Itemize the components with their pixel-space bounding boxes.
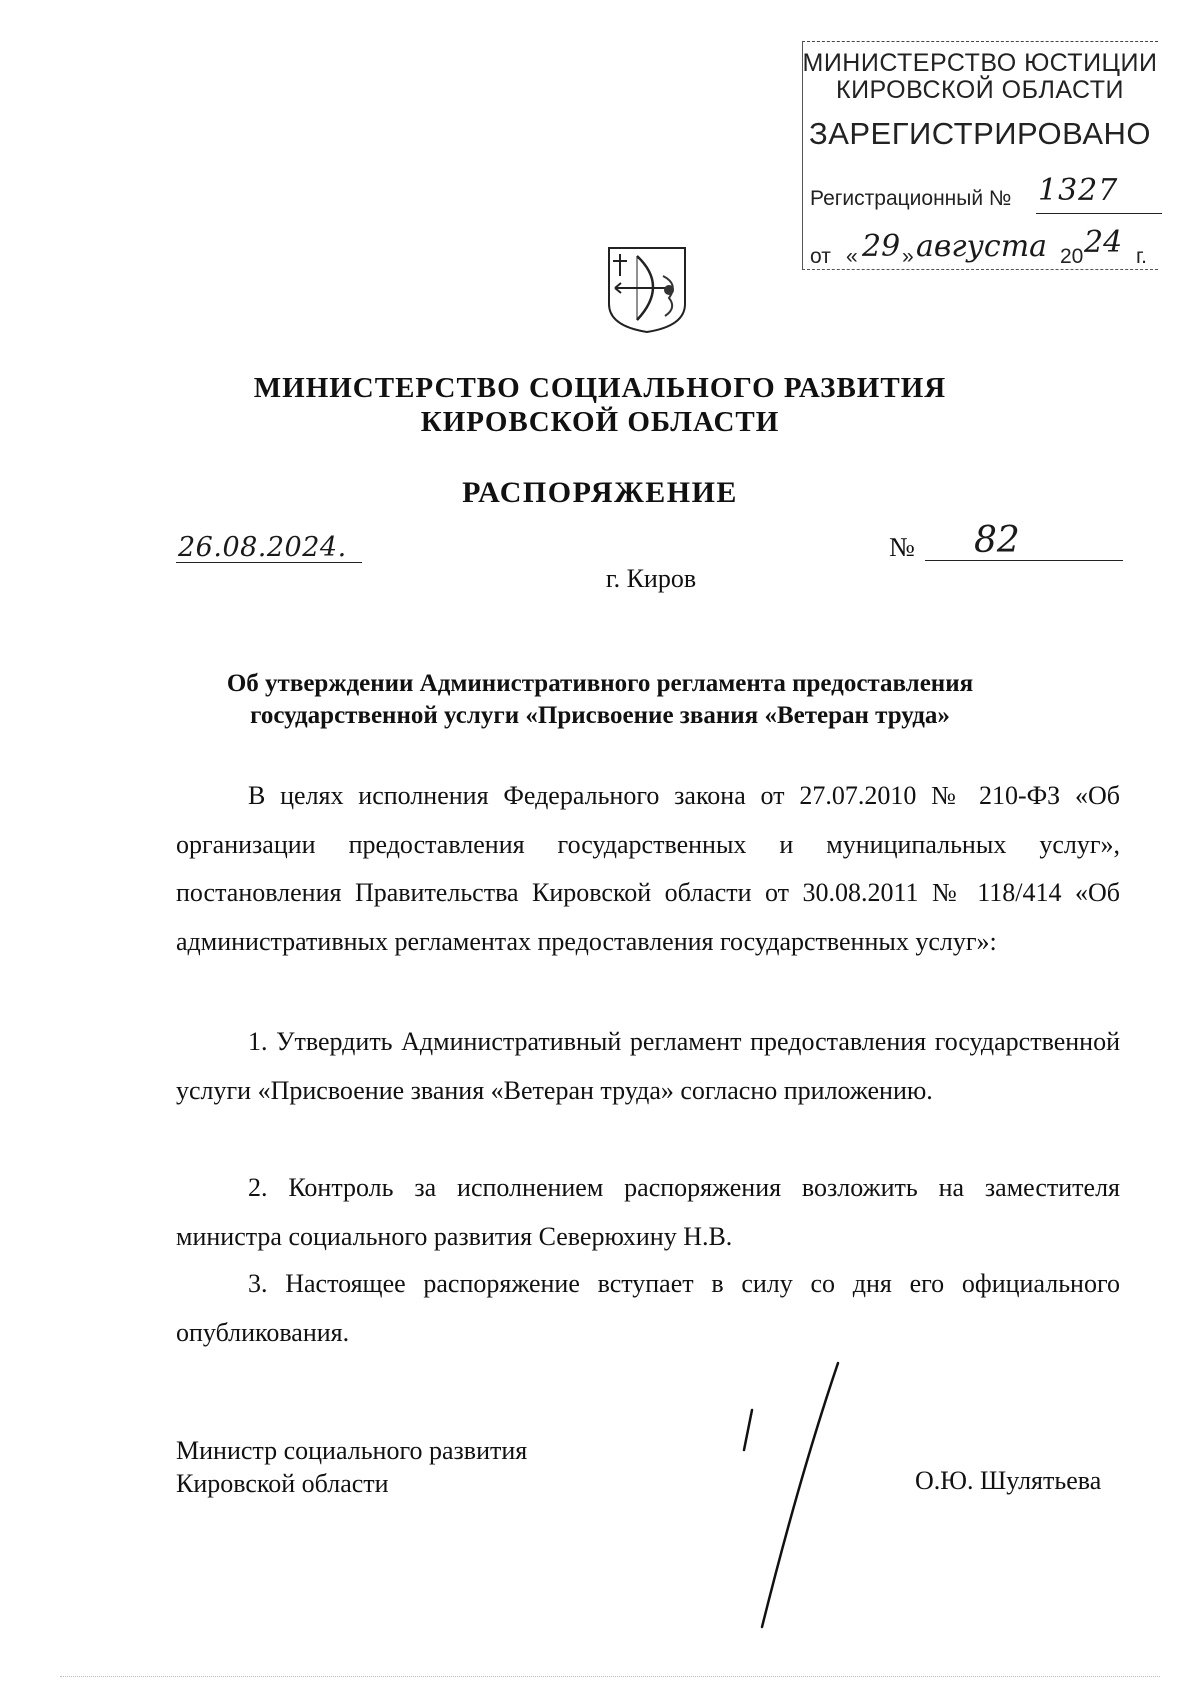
scan-edge-artifact: [60, 1676, 1160, 1677]
date-underline: [176, 562, 362, 563]
signatory-position: [176, 1434, 527, 1500]
stamp-reg-label: Регистрационный №: [810, 187, 1012, 210]
stamp-authority-line2: КИРОВСКОЙ ОБЛАСТИ: [836, 76, 1124, 104]
signatory-position-line1: Министр социального развития: [176, 1436, 528, 1465]
clause-3: 3. Настоящее распоряжение вступает в силу со дня его официального опубликования.: [176, 1269, 1120, 1347]
number-sign: №: [889, 532, 915, 562]
signatory-position-line2: Кировской области: [176, 1469, 389, 1498]
stamp-day: 29: [862, 229, 901, 264]
document-type: РАСПОРЯЖЕНИЕ: [462, 476, 738, 509]
document-number: 82: [974, 520, 1020, 561]
registration-stamp: [802, 41, 1160, 271]
signatory-name: О.Ю. Шулятьева: [915, 1466, 1102, 1495]
stamp-registration-date: [810, 225, 1160, 271]
stamp-quote-open: «: [846, 245, 858, 268]
stamp-registration-number: [810, 173, 1160, 213]
preamble-paragraph: В целях исполнения Федерального закона от 27.07.2010 № 210-ФЗ «Об организации предоставления государственных и муниципальных услуг», постановления Правительства Кировской области от 30.08.2011 № 118/414 «Об административных регламентах предоставления государственных услуг»:: [176, 781, 1120, 956]
ministry-name-line1: МИНИСТЕРСТВО СОЦИАЛЬНОГО РАЗВИТИЯ: [253, 372, 947, 404]
stamp-from-label: от: [810, 245, 831, 268]
stamp-reg-underline: [1036, 213, 1162, 214]
stamp-quote-close: »: [902, 245, 914, 268]
coat-of-arms-icon: [607, 246, 687, 334]
stamp-reg-number: 1327: [1038, 173, 1119, 208]
stamp-year-suffix: 24: [1084, 225, 1123, 260]
handwritten-signature-icon: [740, 1355, 850, 1635]
stamp-month: августа: [916, 229, 1048, 264]
stamp-status: ЗАРЕГИСТРИРОВАНО: [808, 116, 1151, 151]
clause-1: 1. Утвердить Административный регламент предоставления государственной услуги «Присвоение звания «Ветеран труда» согласно приложению.: [176, 1027, 1120, 1105]
ministry-name-line2: КИРОВСКОЙ ОБЛАСТИ: [420, 406, 780, 438]
stamp-authority-line1: МИНИСТЕРСТВО ЮСТИЦИИ: [802, 49, 1158, 77]
document-date: 26.08.2024.: [178, 532, 347, 563]
stamp-year-unit: г.: [1136, 245, 1147, 268]
document-city: г. Киров: [605, 564, 697, 593]
subject-line2: государственной услуги «Присвоение звания «Ветеран труда»: [250, 702, 950, 729]
subject-line1: Об утверждении Административного регламента предоставления: [226, 670, 974, 697]
number-underline: [925, 560, 1123, 561]
clause-2: 2. Контроль за исполнением распоряжения возложить на заместителя министра социального развития Северюхину Н.В.: [176, 1173, 1120, 1251]
stamp-year-prefix: 20: [1060, 245, 1084, 268]
stamp-border-top: [802, 41, 1158, 42]
